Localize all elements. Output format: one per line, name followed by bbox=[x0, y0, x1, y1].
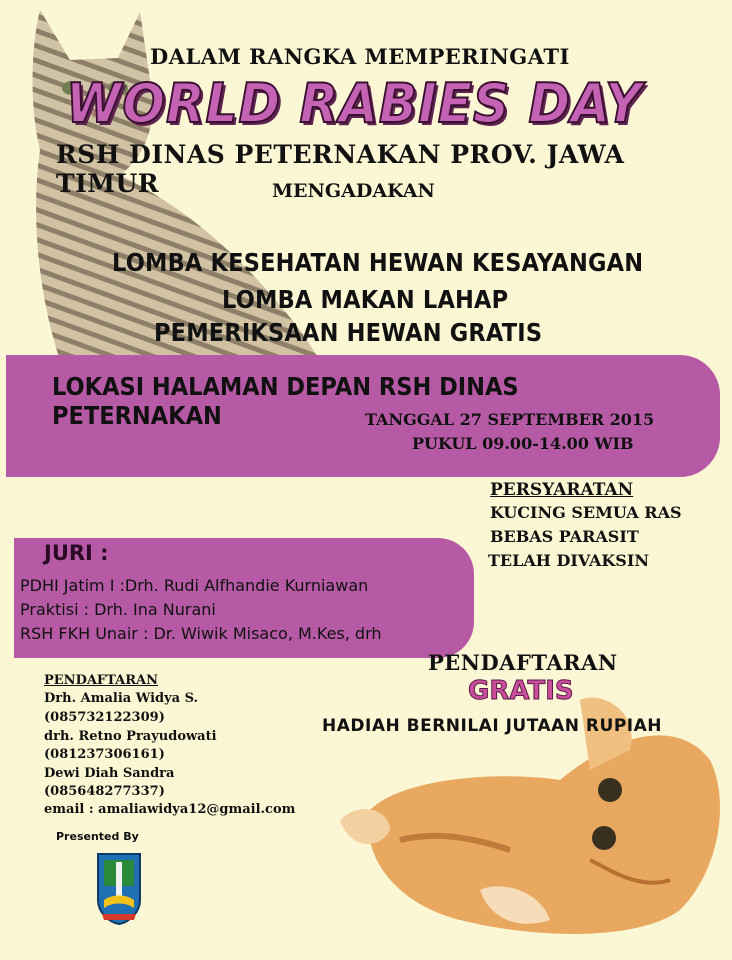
event-time: PUKUL 09.00-14.00 WIB bbox=[412, 434, 634, 453]
event-item: LOMBA MAKAN LAHAP bbox=[222, 285, 509, 314]
event-item: PEMERIKSAAN HEWAN GRATIS bbox=[154, 318, 543, 347]
contact-line: (085648277337) bbox=[44, 784, 165, 799]
requirement-item: KUCING SEMUA RAS bbox=[490, 503, 682, 522]
jury-member: RSH FKH Unair : Dr. Wiwik Misaco, M.Kes, drh bbox=[20, 624, 382, 643]
contact-line: Dewi Diah Sandra bbox=[44, 766, 175, 781]
contact-line: (081237306161) bbox=[44, 747, 165, 762]
contact-line: drh. Retno Prayudowati bbox=[44, 729, 217, 744]
mengadakan-text: MENGADAKAN bbox=[272, 180, 435, 202]
contact-line: Drh. Amalia Widya S. bbox=[44, 691, 199, 706]
intro-text: DALAM RANGKA MEMPERINGATI bbox=[150, 44, 570, 69]
requirement-item: TELAH DIVAKSIN bbox=[488, 551, 649, 570]
event-title: WORLD RABIES DAY bbox=[66, 72, 643, 135]
contact-line: (085732122309) bbox=[44, 710, 165, 725]
requirements-title: PERSYARATAN bbox=[490, 480, 634, 500]
registration-title: PENDAFTARAN bbox=[44, 673, 158, 688]
registration-promo: PENDAFTARAN bbox=[428, 650, 618, 675]
event-date: TANGGAL 27 SEPTEMBER 2015 bbox=[365, 410, 655, 429]
contact-email: email : amaliawidya12@gmail.com bbox=[44, 802, 296, 817]
jury-title: JURI : bbox=[44, 541, 109, 565]
location-text: LOKASI HALAMAN DEPAN RSH DINAS PETERNAKAN bbox=[52, 372, 519, 430]
east-java-emblem-icon bbox=[94, 850, 144, 926]
presented-by: Presented By bbox=[56, 830, 139, 843]
requirement-item: BEBAS PARASIT bbox=[490, 527, 639, 546]
jury-member: PDHI Jatim I :Drh. Rudi Alfhandie Kurniawan bbox=[20, 576, 369, 595]
organizer-text: RSH DINAS PETERNAKAN PROV. JAWA TIMUR bbox=[56, 140, 625, 198]
prize-text: HADIAH BERNILAI JUTAAN RUPIAH bbox=[322, 716, 662, 736]
jury-member: Praktisi : Drh. Ina Nurani bbox=[20, 600, 216, 619]
gratis-text: GRATIS bbox=[468, 676, 574, 706]
event-item: LOMBA KESEHATAN HEWAN KESAYANGAN bbox=[112, 248, 644, 277]
